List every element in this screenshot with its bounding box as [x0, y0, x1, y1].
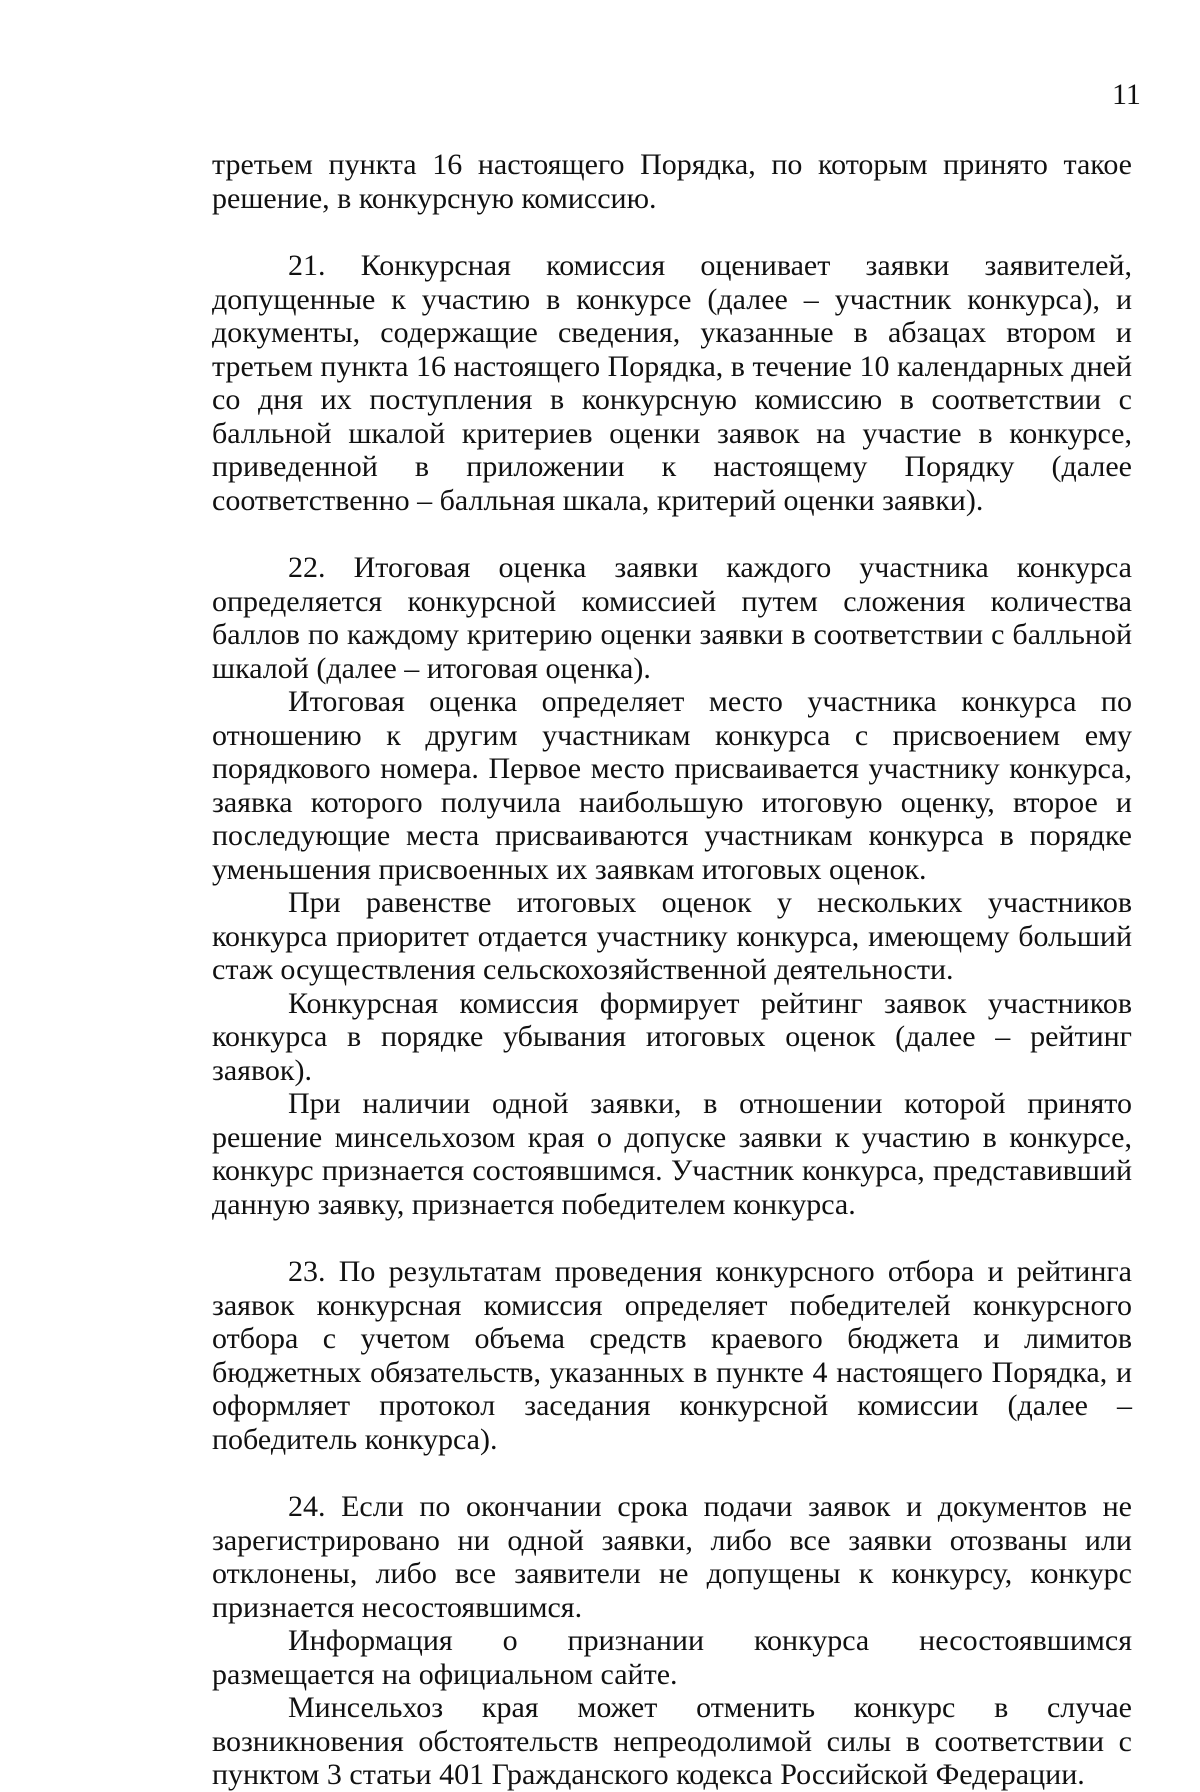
paragraph-single-application: При наличии одной заявки, в отношении которой принято решение минсельхозом края о допуске заявки к участию в конкурсе, конкурс признается состоявшимся. Участник конкурса, представивший данную заявку, признается победителем конкурса.	[212, 1087, 1132, 1221]
paragraph-clause-24: 24. Если по окончании срока подачи заявок и документов не зарегистрировано ни одной заявки, либо все заявки отозваны или отклонены, либо все заявители не допущены к конкурсу, конкурс признается несостоявшимся.	[212, 1490, 1132, 1624]
paragraph-contest-cancellation: Минсельхоз края может отменить конкурс в случае возникновения обстоятельств непреодолимой силы в соответствии с пунктом 3 статьи 401 Гражданского кодекса Российской Федерации.	[212, 1691, 1132, 1791]
paragraph-rating: Конкурсная комиссия формирует рейтинг заявок участников конкурса в порядке убывания итоговых оценок (далее – рейтинг заявок).	[212, 986, 1132, 1087]
paragraph-clause-23: 23. По результатам проведения конкурсного отбора и рейтинга заявок конкурсная комиссия определяет победителей конкурсного отбора с учетом объема средств краевого бюджета и лимитов бюджетных обязательств, указанных в пункте 4 настоящего Порядка, и оформляет протокол заседания конкурсной комиссии (далее – победитель конкурса).	[212, 1255, 1132, 1456]
document-body	[212, 148, 1132, 1792]
paragraph-failed-contest-info: Информация о признании конкурса несостоявшимся размещается на официальном сайте.	[212, 1624, 1132, 1691]
paragraph-continuation: третьем пункта 16 настоящего Порядка, по которым принято такое решение, в конкурсную комиссию.	[212, 148, 1132, 215]
paragraph-clause-22: 22. Итоговая оценка заявки каждого участника конкурса определяется конкурсной комиссией путем сложения количества баллов по каждому критерию оценки заявки в соответствии с балльной шкалой (далее – итоговая оценка).	[212, 551, 1132, 685]
paragraph-equal-scores: При равенстве итоговых оценок у нескольких участников конкурса приоритет отдается участнику конкурса, имеющему больший стаж осуществления сельскохозяйственной деятельности.	[212, 886, 1132, 986]
paragraph-clause-21: 21. Конкурсная комиссия оценивает заявки заявителей, допущенные к участию в конкурсе (далее – участник конкурса), и документы, содержащие сведения, указанные в абзацах втором и третьем пункта 16 настоящего Порядка, в течение 10 календарных дней со дня их поступления в конкурсную комиссию в соответствии с балльной шкалой критериев оценки заявок на участие в конкурсе, приведенной в приложении к настоящему Порядку (далее соответственно – балльная шкала, критерий оценки заявки).	[212, 249, 1132, 517]
page-number: 11	[1112, 78, 1141, 111]
paragraph-final-score-place: Итоговая оценка определяет место участника конкурса по отношению к другим участникам конкурса с присвоением ему порядкового номера. Первое место присваивается участнику конкурса, заявка которого получила наибольшую итоговую оценку, второе и последующие места присваиваются участникам конкурса в порядке уменьшения присвоенных их заявкам итоговых оценок.	[212, 685, 1132, 886]
